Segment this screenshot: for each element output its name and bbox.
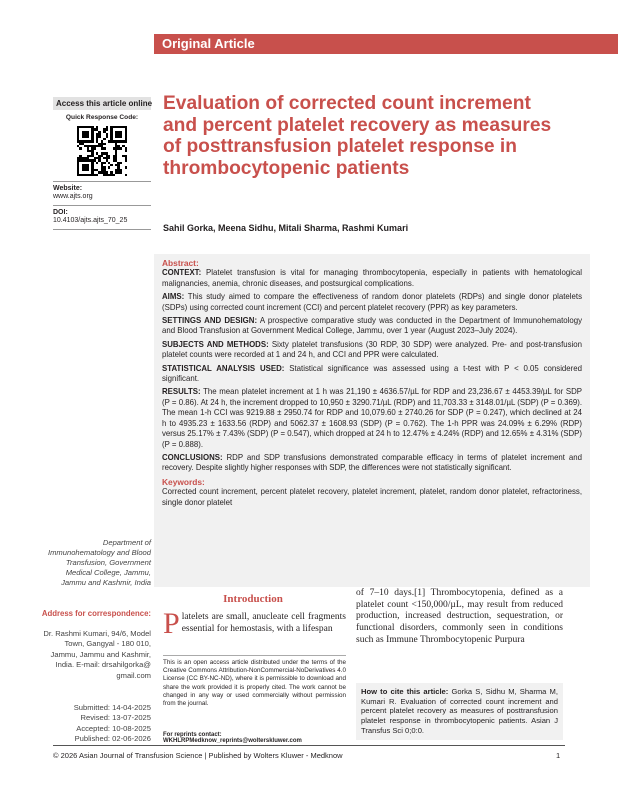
abstract-context: CONTEXT: Platelet transfusion is vital for managing thrombocytopenia, especially in patients with hematological malignancies, anemia, chronic diseases, and postsurgical complications.: [162, 268, 582, 288]
article-type-banner: Original Article: [154, 34, 618, 54]
correspondence-heading: Address for correspondence:: [41, 609, 151, 618]
drop-cap: P: [163, 607, 180, 640]
abstract-heading: Abstract:: [162, 258, 199, 268]
access-heading: Access this article online: [53, 97, 151, 110]
introduction-text: Platelets are small, anucleate cell fragments essential for hemostasis, with a lifespan: [163, 607, 346, 640]
abstract-box: [154, 254, 590, 587]
submitted-date: Submitted: 14-04-2025: [73, 703, 151, 712]
abstract-aims: AIMS: This study aimed to compare the effectiveness of random donor platelets (RDPs) and single donor platelets (SDPs) using corrected count increment (CCI) and percent platelet recovery (PPR) as key parameters.: [162, 292, 582, 312]
author-list: Sahil Gorka, Meena Sidhu, Mitali Sharma, Rashmi Kumari: [163, 223, 409, 233]
citation-box: How to cite this article: Gorka S, Sidhu M, Sharma M, Kumari R. Evaluation of corrected count increment and percent platelet recovery as measures of posttransfusion platelet response in thrombocytopenic patients. Asian J Transfus Sci 0;0:0.: [356, 683, 563, 740]
license-notice: This is an open access article distributed under the terms of the Creative Commons Attribution-NonCommercial-NoDerivatives 4.0 License (CC BY-NC-ND), where it is permissible to download and share the work provided it is properly cited. The work cannot be changed in any way or used commercially without permission from the journal.: [163, 655, 346, 708]
affiliation: Department of Immunohematology and Blood Transfusion, Government Medical College, Jammu, Jammu and Kashmir, India: [47, 538, 151, 587]
accepted-date: Accepted: 10-08-2025: [76, 723, 151, 733]
abstract-settings: SETTINGS AND DESIGN: A prospective comparative study was conducted in the Department of Immunohematology and Blood Transfusion at Government Medical College, Jammu, over 1 year (August 2023–July 2024).: [162, 316, 583, 336]
keywords-heading: Keywords:: [162, 476, 205, 487]
doi-link[interactable]: 10.4103/ajts.ajts_70_25: [53, 217, 128, 224]
keywords-list: Corrected count increment, percent platelet recovery, platelet increment, platelet, random donor platelet, refractoriness, single donor platelet: [162, 487, 582, 507]
doi-label: DOI:: [53, 209, 68, 216]
published-date: Published: 02-06-2026: [74, 734, 151, 744]
correspondence-body: Dr. Rashmi Kumari, 94/6, Model Town, Gangyal - 180 010, Jammu, Jammu and Kashmir, India. E-mail: drsahilgorka@ gmail.com: [43, 629, 151, 680]
article-dates: [40, 703, 151, 745]
reprints-contact[interactable]: For reprints contact: WKHLRPMedknow_reprints@wolterskluwer.com: [163, 732, 302, 744]
journal-footer: © 2026 Asian Journal of Transfusion Science | Published by Wolters Kluwer - Medknow: [53, 751, 343, 760]
abstract-subjects: SUBJECTS AND METHODS: Sixty platelet transfusions (30 RDP, 30 SDP) were analyzed. Pre- and post-transfusion platelet counts were recorded at 1 and 24 h, and CCI and PPR were calculated.: [162, 339, 582, 360]
abstract-conclusions: CONCLUSIONS: RDP and SDP transfusions demonstrated comparable efficacy in terms of platelet increment and recovery. Despite slightly higher responses with SDP, the differences were not statistically significant.: [162, 452, 582, 473]
qr-code-icon[interactable]: [77, 126, 127, 176]
introduction-continuation: of 7–10 days.[1] Thrombocytopenia, defined as a platelet count <150,000/µL, may result from reduced production, increased destruction, sequestration, or functional disorders, commonly seen in conditions such as Immune Thrombocytopenic Purpura: [356, 588, 563, 645]
website-link[interactable]: www.ajts.org: [53, 193, 93, 200]
website-label: Website:: [53, 185, 83, 192]
page-number: 1: [556, 751, 561, 760]
abstract-results: RESULTS: The mean platelet increment at 1 h was 21,190 ± 4636.57/µL for RDP and 23,236.67 ± 4453.39/µL for SDP (P = 0.86). At 24 h, the increment dropped to 10,950 ± 3290.71/µL (RDP) and 11,703.33 ± 3148.01/µL (SDP) (P = 0.369). The mean 1-h CCI was 9219.88 ± 2950.74 for RDP and 10,079.60 ± 2740.26 for SDP (P = 0.247), which declined at 24 h to 4935.23 ± 1633.56 (RDP) and 5062.37 ± 1608.93 (SDP) (P = 0.762). The 1-h PPR was 24.09% ± 6.29% (RDP) versus 25.17% ± 7.43% (SDP) (P = 0.547), which dropped at 24 h to 12.47% ± 4.24% (RDP) and 12.65% ± 4.31% (SDP) (P = 0.888).: [162, 387, 582, 449]
revised-date: Revised: 13-07-2025: [80, 713, 151, 723]
abstract-statistics: STATISTICAL ANALYSIS USED: Statistical significance was assessed using a t-test with P < 0.05 considered significant.: [162, 363, 582, 384]
qr-label: Quick Response Code:: [65, 114, 139, 121]
access-sidebar: [53, 97, 151, 233]
introduction-heading: Introduction: [223, 593, 283, 605]
article-title: Evaluation of corrected count increment and percent platelet recovery as measures of posttransfusion platelet response in thrombocytopenic patients: [163, 93, 552, 179]
